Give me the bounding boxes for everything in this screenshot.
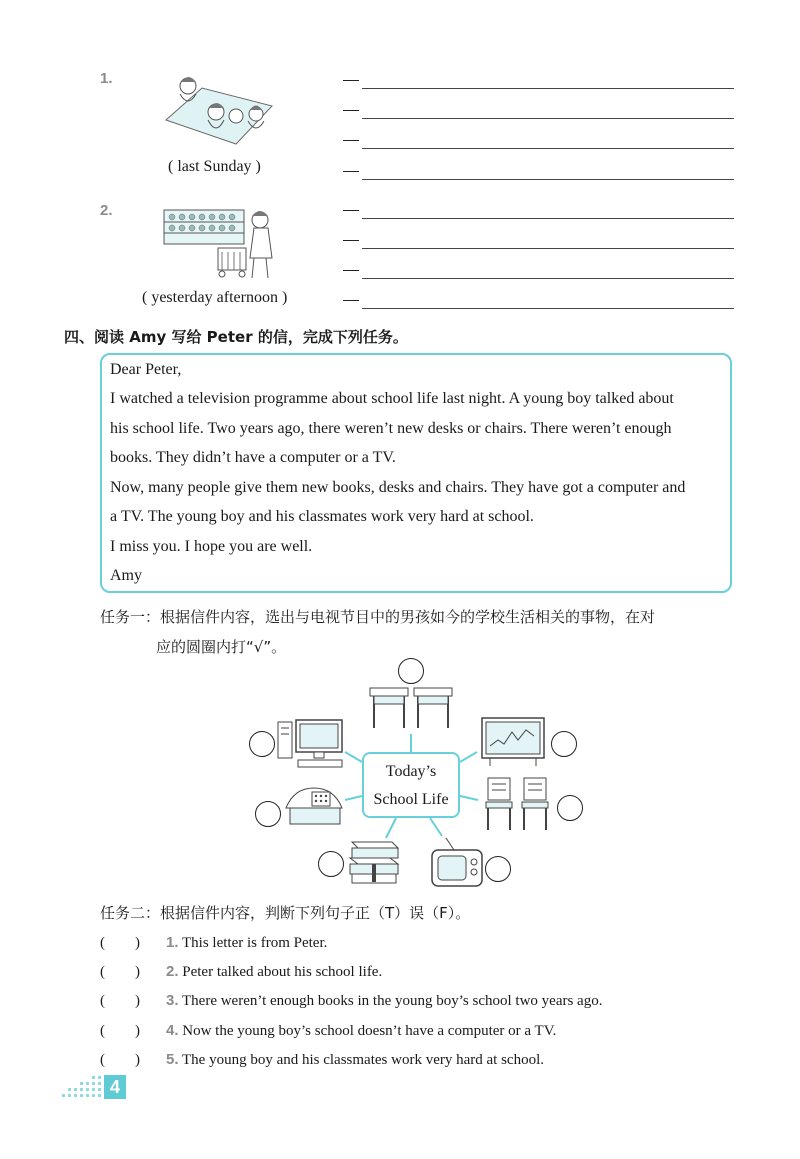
letter-line: I miss you. I hope you are well.: [110, 538, 313, 555]
tf-item: ( ) 5. The young boy and his classmates work very hard at school.: [100, 1048, 544, 1069]
letter-line: Now, many people give them new books, desks and chairs. They have got a computer and: [110, 479, 686, 496]
answer-blank[interactable]: ( ): [100, 935, 140, 951]
letter-line: Dear Peter,: [110, 361, 182, 378]
letter-line: Amy: [110, 567, 142, 584]
question-number: 2.: [100, 202, 113, 219]
telephone-icon: [282, 784, 346, 828]
tf-item: ( ) 1. This letter is from Peter.: [100, 931, 327, 952]
answer-blank[interactable]: ( ): [100, 993, 140, 1009]
blackboard-icon: [480, 716, 546, 768]
answer-blank[interactable]: ( ): [100, 1052, 140, 1068]
task1-instruction: 任务一：根据信件内容，选出与电视节目中的男孩如今的学校生活相关的事物，在对: [100, 608, 656, 626]
time-caption: ( last Sunday ): [168, 158, 261, 175]
check-circle-chairs[interactable]: [557, 795, 583, 821]
check-circle-telephone[interactable]: [255, 801, 281, 827]
center-topic-box: [362, 752, 460, 818]
answer-blank[interactable]: ( ): [100, 1023, 140, 1039]
computer-icon: [276, 718, 346, 770]
books-icon: [346, 836, 402, 886]
center-topic-line2: School Life: [373, 791, 449, 808]
tf-item: ( ) 3. There weren’t enough books in the young boy’s school two years ago.: [100, 989, 602, 1010]
section-heading: 四、阅读 Amy 写给 Peter 的信，完成下列任务。: [64, 328, 408, 346]
tf-item: ( ) 4. Now the young boy’s school doesn’t have a computer or a TV.: [100, 1019, 556, 1040]
time-caption: ( yesterday afternoon ): [142, 289, 288, 306]
letter-line: books. They didn’t have a computer or a TV.: [110, 449, 396, 466]
check-circle-desks[interactable]: [398, 658, 424, 684]
desks-icon: [368, 684, 454, 732]
question-number: 1.: [100, 70, 113, 87]
letter-line: his school life. Two years ago, there weren’t new desks or chairs. There weren’t enough: [110, 420, 672, 437]
tf-item: ( ) 2. Peter talked about his school life.: [100, 960, 382, 981]
check-circle-tv[interactable]: [485, 856, 511, 882]
check-circle-books[interactable]: [318, 851, 344, 877]
answer-blank[interactable]: ( ): [100, 964, 140, 980]
check-circle-blackboard[interactable]: [551, 731, 577, 757]
chairs-icon: [484, 776, 554, 832]
letter-line: I watched a television programme about school life last night. A young boy talked about: [110, 390, 674, 407]
tv-icon: [428, 834, 488, 890]
task2-instruction: 任务二：根据信件内容，判断下列句子正（T）误（F）。: [100, 904, 471, 922]
center-topic-line1: Today’s: [385, 763, 437, 780]
page-number: 4: [104, 1075, 126, 1099]
check-circle-computer[interactable]: [249, 731, 275, 757]
task1-instruction-cont: 应的圆圈内打“√”。: [156, 638, 287, 656]
letter-line: a TV. The young boy and his classmates work very hard at school.: [110, 508, 534, 525]
